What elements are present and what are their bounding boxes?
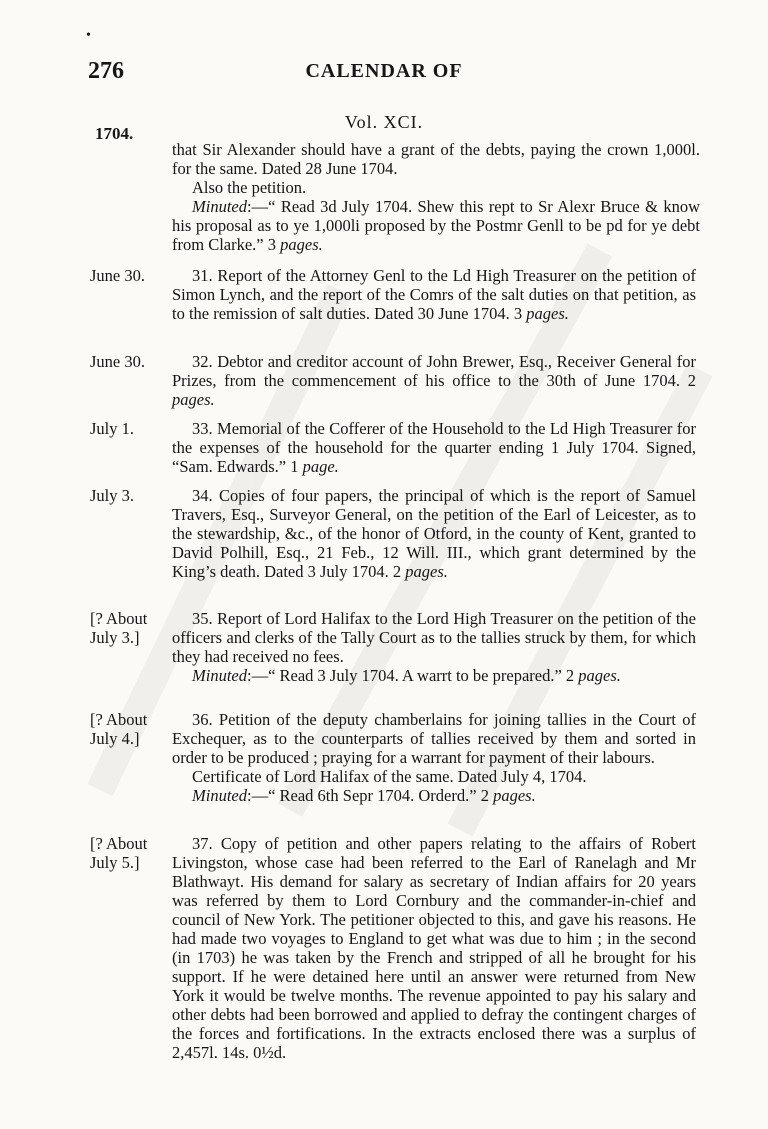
paragraph-text: 37. Copy of petition and other papers relating to the affairs of Robert Livingston, whose case had been referred to the Earl of Ranelagh and Mr Blathwayt. His demand for salary as secretary of Indian affairs for 20 years was referred by them to Lord Cornbury and the commander-in-chief and council of New York. The petitioner objected to this, and gave his reasons. He had made two voyages to England to get what was due to him ; in the second (in 1703) he was taken by the French and stripped of all he brought for his support. If he were detained here until an answer were returned from New York it would be twelve months. The revenue appointed to pay his salary and other debts had been borrowed and applied to defray the contingent charges of the forces and fortifications. In the extracts enclosed there was a surplus of 2,457l. 14s. 0½d. [172,834,696,1062]
entry-date: July 1. [90,419,135,438]
paragraph-text: 36. Petition of the deputy chamberlains for joining tallies in the Court of Exchequer, as to the counterparts of tallies received by them and sorted in order to be produced ; praying for a warrant for payment of their labours. [172,710,696,767]
entry-date: June 30. [90,352,145,371]
entry-paragraph [172,266,696,323]
paragraph-text: 34. Copies of four papers, the principal of which is the report of Samuel Travers, Esq., Surveyor General, on the petition of the Earl of Leicester, as to the stewardship, &c., of the honor of Otford, in the county of Kent, granted to David Polhill, Esq., 21 Feb., 12 Will. III., which grant determined by the King’s death. Dated 3 July 1704. 2 [172,486,696,581]
continuation-text: that Sir Alexander should have a grant of the debts, paying the crown 1,000l. for the same. Dated 28 June 1704. [172,140,700,178]
continuation-petition: Also the petition. [192,178,307,197]
pages-label: pages. [172,390,215,409]
entry-paragraph [172,834,696,1062]
pages-label: pages. [578,666,621,685]
continuation-block [172,140,700,254]
paragraph-text: 32. Debtor and creditor account of John Brewer, Esq., Receiver General for Prizes, from the commencement of his office to the 30th of June 1704. 2 [172,352,696,390]
entry-minute [172,786,696,805]
minute-label: Minuted [192,666,247,685]
pages-label: pages. [493,786,536,805]
entry-text [172,710,696,805]
paragraph-text: 35. Report of Lord Halifax to the Lord High Treasurer on the petition of the officers and clerks of the Tally Court as to the tallies struck by them, for which they had received no fees. [172,609,696,666]
page-number: 276 [88,58,124,84]
entry-text [172,419,696,476]
entry-date: June 30. [90,266,145,285]
entry-paragraph [172,609,696,666]
entry-paragraph [172,419,696,476]
entry-text [172,609,696,685]
paragraph-text: 31. Report of the Attorney Genl to the Ld High Treasurer on the petition of Simon Lynch, and the report of the Comrs of the salt duties on that petition, as to the remission of salt duties. Dated 30 June 1704. 3 [172,266,696,323]
entry-minute [172,666,696,685]
entry-text [172,266,696,323]
paragraph-text: :—“ Read 6th Sepr 1704. Orderd.” 2 [247,786,489,805]
entry-date: [? About July 5.] [90,834,148,872]
entry-text [172,834,696,1062]
margin-dot: • [86,28,91,43]
entry-paragraph [172,486,696,581]
entry-paragraph [172,767,696,786]
paragraph-text: :—“ Read 3 July 1704. A warrt to be prepared.” 2 [247,666,575,685]
entry-date: [? About July 3.] [90,609,148,647]
volume-heading: Vol. XCI. [344,112,424,132]
continuation-minute [172,197,700,254]
pages-label: pages. [405,562,448,581]
minute-label: Minuted [192,786,247,805]
paragraph-text: Certificate of Lord Halifax of the same. Dated July 4, 1704. [192,767,587,786]
entry-paragraph [172,352,696,409]
minute-text: :—“ Read 3d July 1704. Shew this rept to Sr Alexr Bruce & know his proposal as to ye 1,000li proposed by the Postmr Genll to be pd for ye debt from Clarke.” 3 [172,197,700,254]
entry-date: July 3. [90,486,135,505]
pages-label: pages. [280,235,323,254]
entry-text [172,352,696,409]
minute-label: Minuted [192,197,247,216]
running-head: CALENDAR OF [305,60,463,82]
margin-year: 1704. [95,124,134,143]
pages-label: pages. [526,304,569,323]
pages-label: page. [302,457,339,476]
entry-paragraph [172,710,696,767]
entry-text [172,486,696,581]
paragraph-text: 33. Memorial of the Cofferer of the Household to the Ld High Treasurer for the expenses of the household for the quarter ending 1 July 1704. Signed, “Sam. Edwards.” 1 [172,419,696,476]
entry-date: [? About July 4.] [90,710,148,748]
